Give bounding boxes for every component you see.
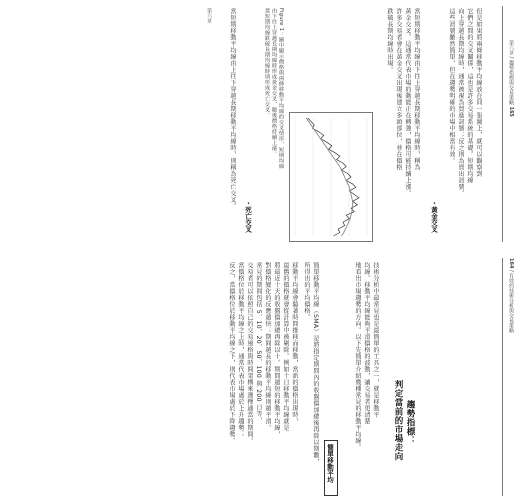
right-line-7: 許多交易者會在黃金交叉出現後建立多頭部位，並在價格	[395, 8, 402, 171]
section-heading: 簡單移動平均	[326, 444, 334, 483]
right-page-header	[508, 40, 515, 170]
left-page-header	[508, 258, 515, 388]
right-running-head: 第六章 / 趨勢指標與交易策略	[508, 40, 514, 105]
chapter-title: 趨勢指標：	[405, 400, 415, 445]
section-line-4: 最舊的價格就會從計算中被剔除。例如十日移動平均線就是	[282, 262, 289, 431]
chart-svg	[290, 113, 372, 241]
right-line-3: 向上穿越長期均線時，通常被視為買進訊號；反之則為賣出訊號。	[457, 8, 464, 197]
left-page-number: 164	[508, 258, 514, 269]
right-subheading-1: ・黃金交叉	[430, 200, 438, 233]
intro-line-2: 均線。移動平均線能夠平滑價格的波動，讓交易者更清楚	[363, 262, 370, 425]
section-line-1: 簡單移動平均線（SMA）是將指定期間內的收盤價加總後再除以期數，	[312, 262, 319, 465]
section-line-2: 所得出的平均價格。	[303, 262, 310, 321]
right-page-number: 165	[508, 106, 514, 117]
right-footer-mark: 第六章	[206, 8, 212, 23]
section-line-9: 當價格位於移動平均線之上時，通常代表市場處於上升趨勢；	[237, 262, 244, 438]
figure-caption-2: 由下往上穿越長期均線時形成黃金交叉，隨後價格持續上漲。	[271, 8, 277, 157]
left-header-rule	[502, 258, 503, 496]
figure-chart	[289, 112, 373, 242]
chapter-subtitle: 判定當前的市場走向	[393, 380, 403, 461]
left-running-head: / 有效的技術分析與交易策略	[508, 270, 514, 334]
right-line-1: 但是如果將兩條移動平均線放在同一張圖上，就可以觀察到	[475, 8, 482, 177]
right-line-5: 當短期移動平均線由下往上穿越長期移動平均線時，稱為	[413, 8, 420, 171]
section-line-3: 移動平均線會隨著時間推移而移動，當新的價格出現時，	[291, 262, 298, 425]
section-line-5: 將最近十天的收盤價加總再除以十。期間越短的移動平均線，	[273, 262, 280, 438]
right-line-6: 黃金交叉。這通常代表市場的動能正在轉強，價格可能持續上漲。	[404, 8, 411, 197]
chart-series-line-1	[308, 118, 359, 236]
right-line-9: 當短期移動平均線由上往下穿越長期移動平均線時，則稱為死亡交叉。	[229, 8, 236, 210]
section-line-7: 常見的期間包括 5、10、20、50、100 與 200 日等，	[255, 262, 262, 424]
right-header-rule	[502, 6, 503, 242]
right-line-2: 它們之間的交叉關係，這也是許多交易系統的基礎。短期均線	[466, 8, 473, 184]
figure-caption-3: 當短期均線跌破長期均線時則形成死亡交叉。	[264, 8, 270, 118]
figure-caption-1: Figure 1：圖中顯示價格與兩條移動平均線的交叉情形，短期均線	[278, 8, 284, 169]
section-line-6: 對價格變化的反應越快；期間越長的移動平均線則越平滑。	[264, 262, 271, 431]
intro-line-1: 技術分析中最常見也是最簡單的工具之一，就是移動平	[372, 262, 379, 418]
section-line-8: 交易者可以依照自己的交易風格與時間架構來選擇適當的期間。	[246, 262, 253, 444]
intro-line-3: 地看出市場趨勢的方向。以下先簡單介紹幾種常見的移動平均線。	[354, 262, 361, 451]
section-line-10: 反之，當價格位於移動平均線之下，則代表市場處於下降趨勢。	[228, 262, 235, 444]
right-line-4: 這些訊號雖然簡單，但在趨勢明確的市場中相當有效。	[448, 8, 455, 164]
right-subheading-2: ・死亡交叉	[244, 200, 252, 233]
right-line-8: 跌破長期均線時出場。	[386, 8, 393, 73]
